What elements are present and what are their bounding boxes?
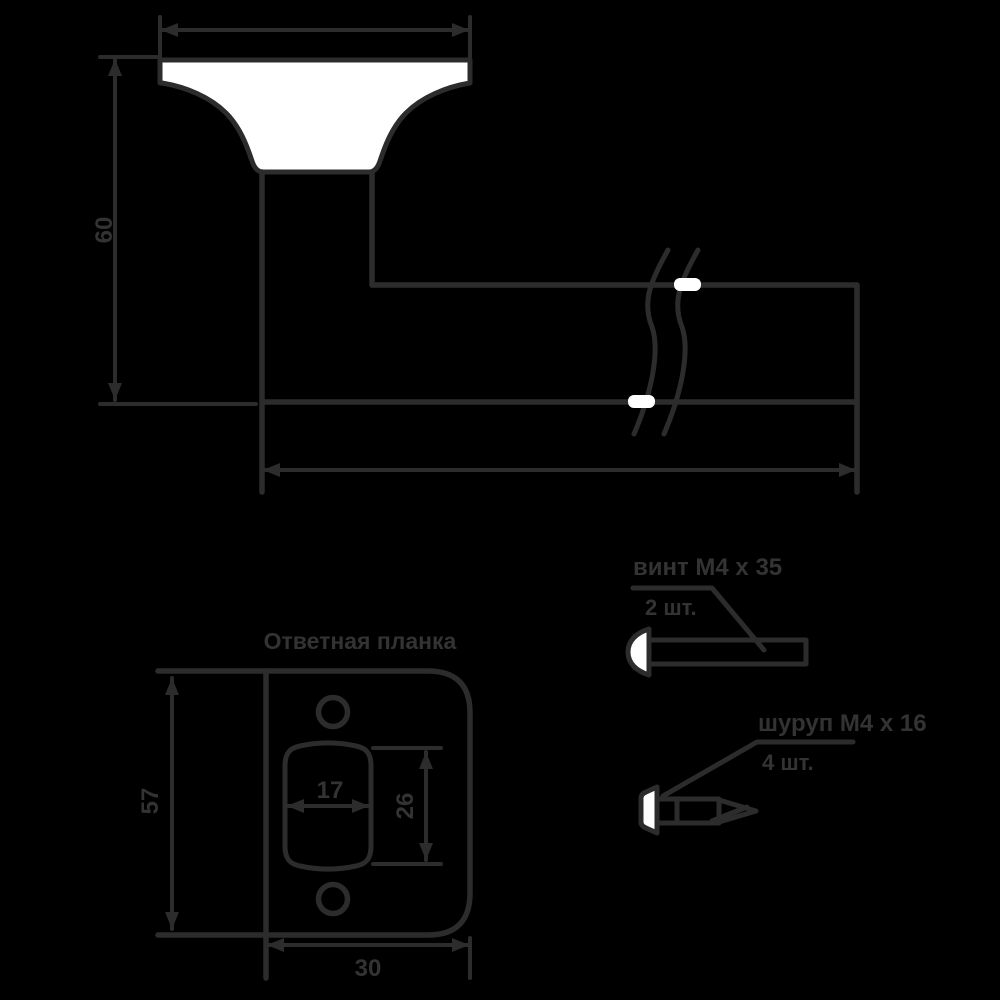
screw-qty-label: 4 шт. <box>762 750 814 775</box>
plate-width-label: 30 <box>354 955 382 982</box>
arrow-left-icon <box>267 938 284 952</box>
break-gap <box>674 278 701 291</box>
screw-body <box>657 799 719 823</box>
arrow-up-icon <box>165 678 179 695</box>
screw-hole <box>319 885 348 914</box>
arrow-left-icon <box>287 799 304 813</box>
plate-width-dimension <box>267 938 470 982</box>
screw-item <box>641 710 927 833</box>
hole-width-label: 17 <box>316 777 344 804</box>
plate-height-dimension <box>137 678 179 929</box>
top-width-dimension <box>160 17 470 57</box>
arrow-left-icon <box>263 463 280 477</box>
strike-plate-title: Ответная планка <box>263 628 457 654</box>
arrow-right-icon <box>452 938 469 952</box>
arrow-up-icon <box>108 59 122 76</box>
plate-outline <box>158 671 470 935</box>
hole-width-dimension <box>287 777 369 813</box>
arrow-up-icon <box>419 752 433 769</box>
bolt-item <box>628 554 806 675</box>
arrow-down-icon <box>419 843 433 860</box>
knob-side-view <box>91 17 857 492</box>
bolt-qty-label: 2 шт. <box>645 595 697 620</box>
hole-height-dimension <box>373 748 441 864</box>
screw-hole <box>319 698 348 727</box>
plate-height-label: 57 <box>137 787 164 815</box>
leader-line <box>663 742 853 796</box>
bolt-head <box>628 629 649 675</box>
bolt-label: винт M4 x 35 <box>633 554 783 581</box>
arrow-left-icon <box>161 23 178 37</box>
strike-plate-view <box>137 628 470 982</box>
height-dim-label: 60 <box>91 216 118 244</box>
bolt-shaft <box>649 640 806 664</box>
arrow-down-icon <box>165 912 179 929</box>
arrow-right-icon <box>839 463 856 477</box>
break-symbol <box>628 250 701 434</box>
break-gap <box>628 395 655 408</box>
arrow-right-icon <box>352 799 369 813</box>
knob-cap <box>160 60 470 172</box>
break-curve <box>664 250 698 434</box>
screw-label: шуруп M4 x 16 <box>758 710 927 737</box>
arrow-down-icon <box>108 383 122 400</box>
hole-height-label: 26 <box>392 792 419 820</box>
length-dimension <box>263 463 856 477</box>
arrow-right-icon <box>452 23 469 37</box>
